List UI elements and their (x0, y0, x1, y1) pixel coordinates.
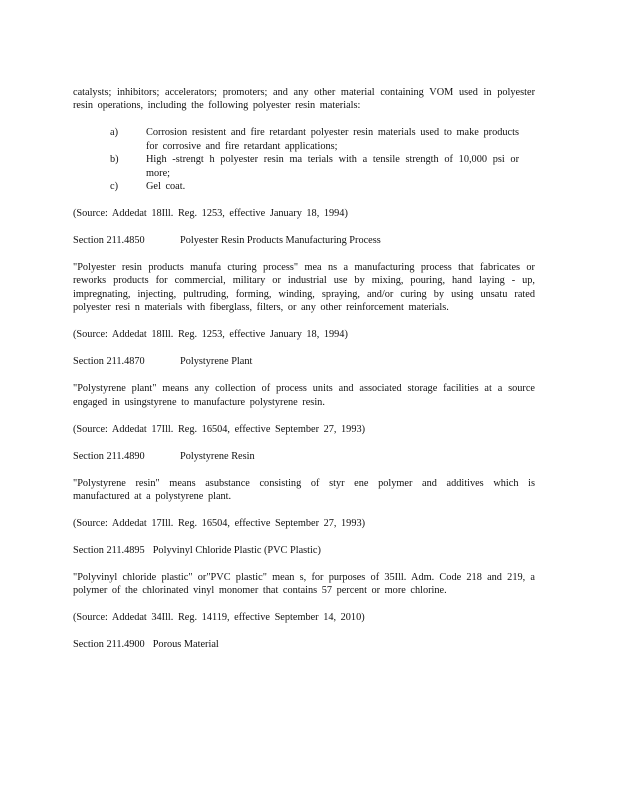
source-note: (Source: Addedat 34Ill. Reg. 14119, effective September 14, 2010) (73, 612, 365, 624)
section-title: Porous Material (152, 639, 219, 651)
section-title: Polyester Resin Products Manufacturing Process (180, 235, 381, 247)
list-item-text: High -strengt h polyester resin ma terials with a tensile strength of 10,000 psi or more; (146, 154, 519, 179)
definition-paragraph: "Polystyrene plant" means any collection of process units and associated storage facilities at a source engaged in usingstyrene to manufacture polystyrene resin. (73, 383, 535, 408)
section-title: Polystyrene Resin (180, 450, 255, 462)
section-title: Polystyrene Plant (180, 356, 253, 368)
source-note: (Source: Addedat 17Ill. Reg. 16504, effective September 27, 1993) (73, 518, 366, 530)
list-item-label: a) (110, 127, 118, 139)
list-item (73, 126, 535, 153)
section-heading (73, 638, 535, 651)
definition-paragraph: "Polyester resin products manufa cturing process" mea ns a manufacturing process that fabricates or reworks products for commercial, military or industrial use by mixing, pouring, hand laying - up, impregnating, injecting, pultruding, forming, winding, spraying, and/or curing by using unsatu rated polyester resi n materials with fiberglass, filters, or any other reinforcement materials. (73, 262, 535, 314)
section-number: Section 211.4895 (73, 545, 145, 557)
section-title: Polyvinyl Chloride Plastic (PVC Plastic) (152, 545, 321, 557)
intro-paragraph: catalysts; inhibitors; accelerators; promoters; and any other material containing VOM used in polyester resin operations, including the following polyester resin materials: (73, 87, 535, 112)
document-page (73, 86, 535, 652)
source-note: (Source: Addedat 18Ill. Reg. 1253, effective January 18, 1994) (73, 329, 348, 341)
definition-paragraph: "Polystyrene resin" means asubstance consisting of styr ene polymer and additives which is manufactured at a polystyrene plant. (73, 477, 535, 503)
section-number: Section 211.4870 (73, 356, 145, 368)
list-item-text: Corrosion resistent and fire retardant polyester resin materials used to make products for corrosive and fire retardant applications; (146, 127, 519, 152)
section-heading (73, 544, 535, 557)
section-number: Section 211.4900 (73, 639, 145, 651)
source-note: (Source: Addedat 18Ill. Reg. 1253, effective January 18, 1994) (73, 208, 348, 220)
section-number: Section 211.4890 (73, 450, 145, 462)
section-heading (73, 355, 535, 368)
section-heading (73, 234, 535, 247)
section-heading (73, 450, 535, 463)
resin-materials-list (73, 126, 535, 193)
list-item (73, 153, 535, 180)
list-item-label: b) (110, 154, 119, 166)
list-item-label: c) (110, 181, 118, 193)
section-number: Section 211.4850 (73, 235, 145, 247)
list-item-text: Gel coat. (146, 181, 186, 193)
source-note: (Source: Addedat 17Ill. Reg. 16504, effective September 27, 1993) (73, 423, 366, 435)
list-item (73, 180, 535, 193)
definition-paragraph: "Polyvinyl chloride plastic" or"PVC plastic" mean s, for purposes of 35Ill. Adm. Code 218 and 219, a polymer of the chlorinated vinyl monomer that contains 57 percent or more chlorine. (73, 572, 535, 597)
